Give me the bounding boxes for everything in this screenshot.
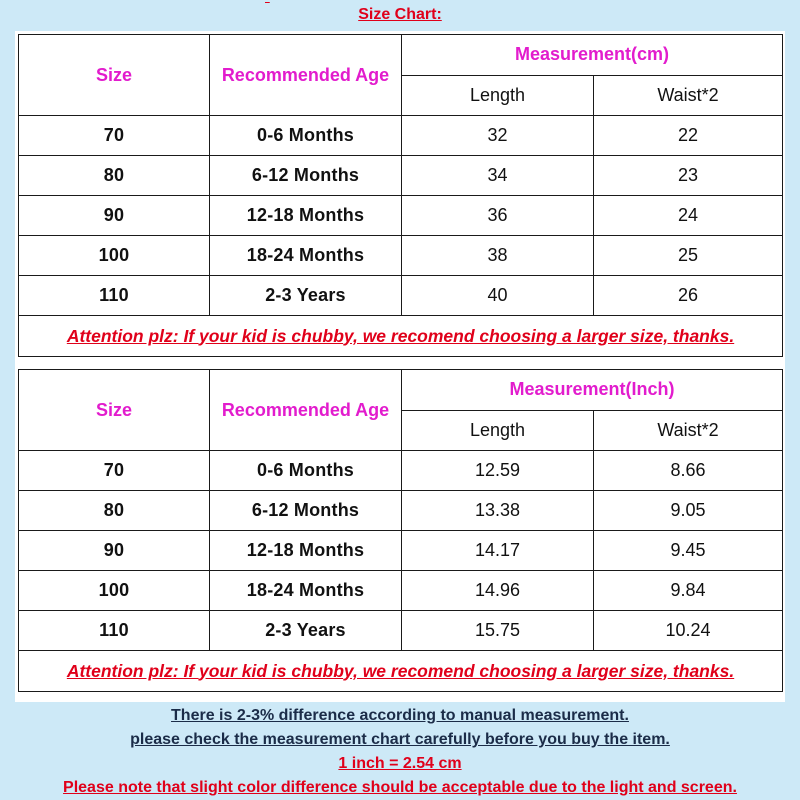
length-header: Length <box>402 75 594 116</box>
size-table-inch-panel <box>15 366 785 702</box>
size-cell: 70 <box>19 116 210 156</box>
table-header-row <box>19 370 783 411</box>
table-row <box>19 196 783 236</box>
length-cell: 14.96 <box>402 571 594 611</box>
size-cell: 80 <box>19 156 210 196</box>
waist-cell: 9.84 <box>594 571 783 611</box>
length-cell: 32 <box>402 116 594 156</box>
waist-cell: 23 <box>594 156 783 196</box>
length-cell: 12.59 <box>402 451 594 491</box>
length-header: Length <box>402 410 594 451</box>
length-cell: 38 <box>402 236 594 276</box>
inch-conversion-note: 1 inch = 2.54 cm <box>338 755 462 772</box>
table-row <box>19 156 783 196</box>
table-row <box>19 531 783 571</box>
table-row <box>19 236 783 276</box>
size-cell: 110 <box>19 611 210 651</box>
size-cell: 100 <box>19 571 210 611</box>
notes-block <box>0 704 800 800</box>
waist-header: Waist*2 <box>594 75 783 116</box>
waist-cell: 26 <box>594 276 783 316</box>
size-cell: 110 <box>19 276 210 316</box>
age-cell: 18-24 Months <box>210 571 402 611</box>
table-row <box>19 276 783 316</box>
length-cell: 36 <box>402 196 594 236</box>
measurement-header: Measurement(cm) <box>402 35 783 76</box>
table-row <box>19 571 783 611</box>
age-header: Recommended Age <box>210 370 402 451</box>
waist-cell: 10.24 <box>594 611 783 651</box>
page-title: Size Chart: <box>358 6 442 23</box>
measurement-header: Measurement(Inch) <box>402 370 783 411</box>
age-cell: 2-3 Years <box>210 611 402 651</box>
color-difference-note: Please note that slight color difference should be acceptable due to the light and screen. <box>63 779 737 796</box>
measurement-difference-note: There is 2-3% difference according to manual measurement. <box>171 707 629 724</box>
size-cell: 80 <box>19 491 210 531</box>
age-cell: 6-12 Months <box>210 491 402 531</box>
length-cell: 34 <box>402 156 594 196</box>
age-cell: 2-3 Years <box>210 276 402 316</box>
length-cell: 40 <box>402 276 594 316</box>
waist-cell: 9.45 <box>594 531 783 571</box>
age-cell: 0-6 Months <box>210 451 402 491</box>
size-header: Size <box>19 370 210 451</box>
waist-cell: 25 <box>594 236 783 276</box>
waist-cell: 9.05 <box>594 491 783 531</box>
age-cell: 18-24 Months <box>210 236 402 276</box>
size-cell: 70 <box>19 451 210 491</box>
size-table-inch <box>18 369 783 692</box>
table-row <box>19 611 783 651</box>
length-cell: 13.38 <box>402 491 594 531</box>
waist-header: Waist*2 <box>594 410 783 451</box>
age-cell: 0-6 Months <box>210 116 402 156</box>
table-row <box>19 451 783 491</box>
check-chart-note: please check the measurement chart carefully before you buy the item. <box>130 731 670 748</box>
waist-cell: 24 <box>594 196 783 236</box>
attention-row <box>19 316 783 357</box>
age-cell: 12-18 Months <box>210 531 402 571</box>
table-row <box>19 491 783 531</box>
age-cell: 6-12 Months <box>210 156 402 196</box>
table-header-row <box>19 35 783 76</box>
waist-cell: 22 <box>594 116 783 156</box>
size-cell: 90 <box>19 531 210 571</box>
attention-row <box>19 651 783 692</box>
length-cell: 14.17 <box>402 531 594 571</box>
size-cell: 100 <box>19 236 210 276</box>
attention-note: Attention plz: If your kid is chubby, we recomend choosing a larger size, thanks. <box>19 651 783 692</box>
size-cell: 90 <box>19 196 210 236</box>
size-table-cm <box>18 34 783 357</box>
table-row <box>19 116 783 156</box>
attention-note: Attention plz: If your kid is chubby, we recomend choosing a larger size, thanks. <box>19 316 783 357</box>
age-header: Recommended Age <box>210 35 402 116</box>
size-table-cm-panel <box>15 31 785 366</box>
size-header: Size <box>19 35 210 116</box>
age-cell: 12-18 Months <box>210 196 402 236</box>
length-cell: 15.75 <box>402 611 594 651</box>
waist-cell: 8.66 <box>594 451 783 491</box>
